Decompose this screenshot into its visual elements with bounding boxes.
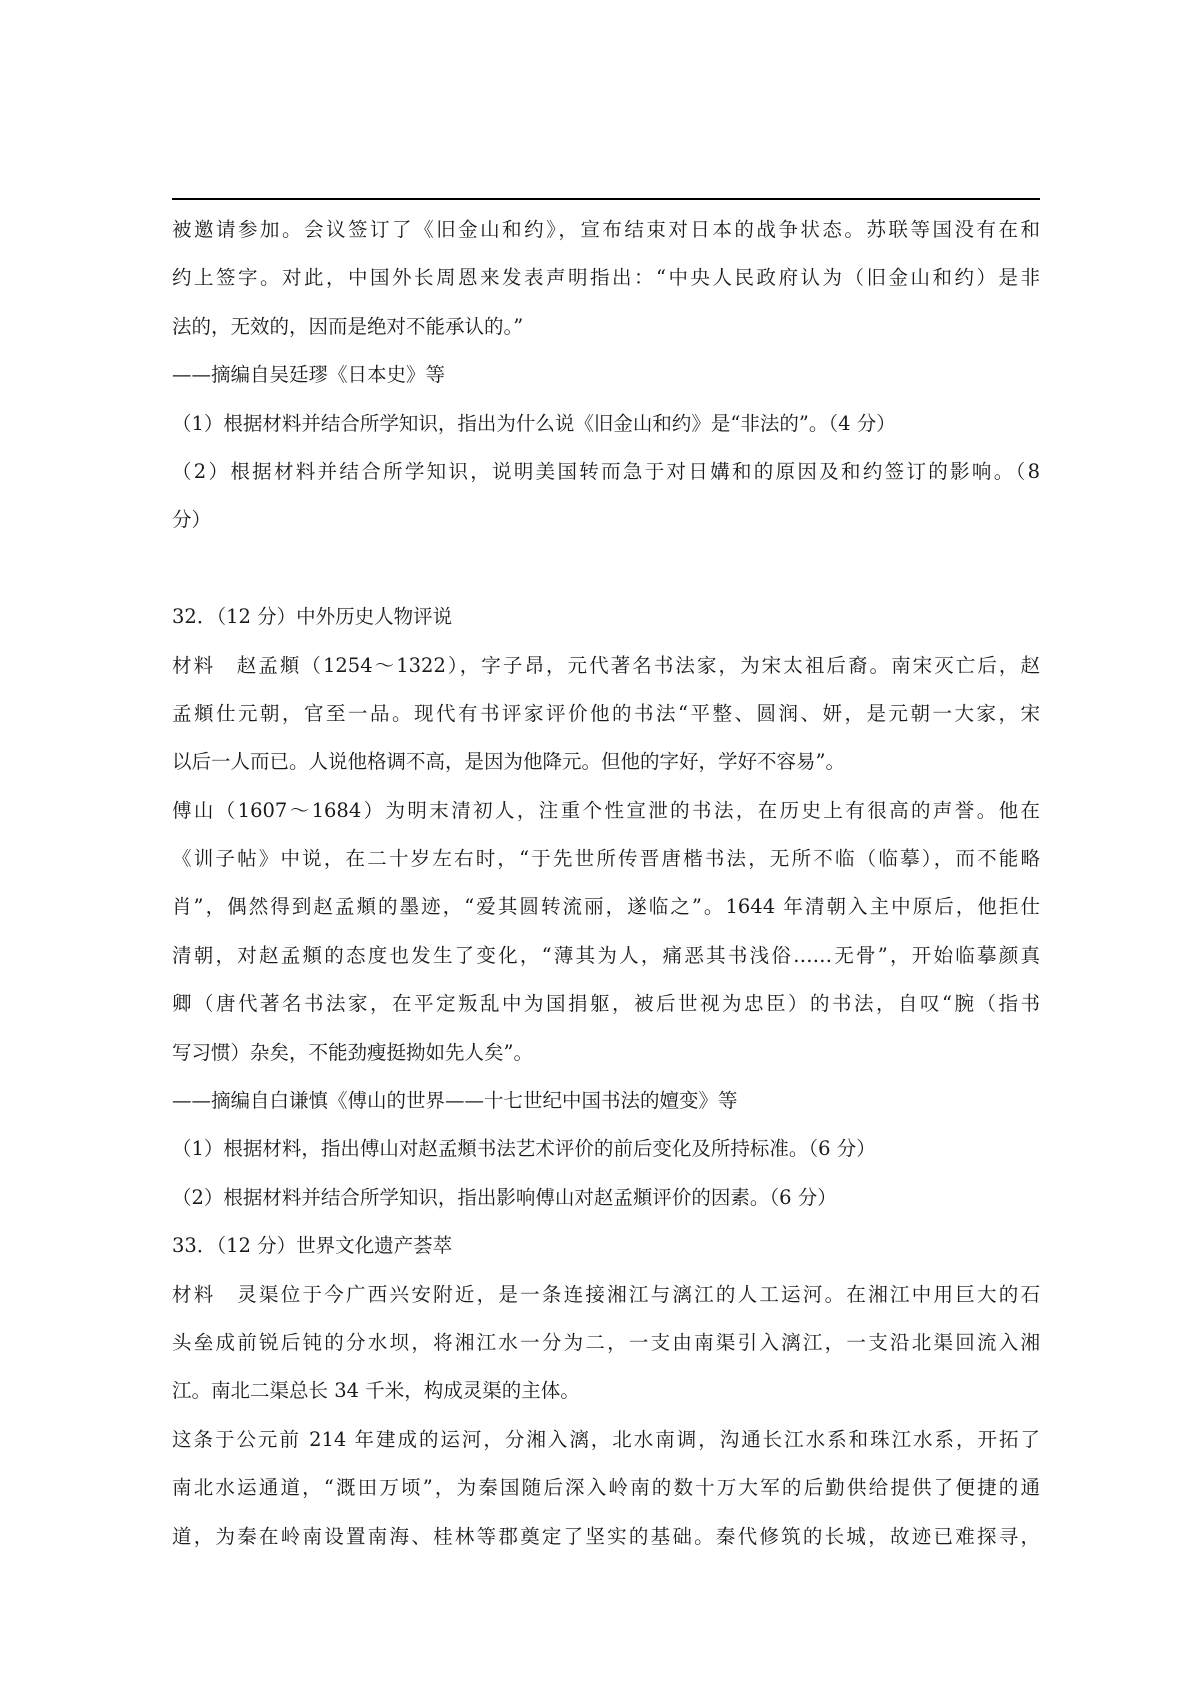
q31-source: ——摘编自吴廷璆《日本史》等 [172, 363, 446, 387]
q31-material-line: 被邀请参加。会议签订了《旧金山和约》，宣布结束对日本的战争状态。苏联等国没有在和 [172, 218, 1040, 241]
q32-para2-line: 清朝，对赵孟頫的态度也发生了变化，“薄其为人，痛恶其书浅俗……无骨”，开始临摹颜真 [172, 943, 1040, 967]
q33-para1-line: 头垒成前锐后钝的分水坝，将湘江水一分为二，一支由南渠引入漓江，一支沿北渠回流入湘 [172, 1330, 1040, 1354]
document-body [172, 206, 1040, 1561]
q31-question-1: （1）根据材料并结合所学知识，指出为什么说《旧金山和约》是“非法的”。（4 分） [172, 411, 896, 435]
q32-para1-line: 孟頫仕元朝，官至一品。现代有书评家评价他的书法“平整、圆润、妍，是元朝一大家，宋 [172, 701, 1040, 725]
q32-para2-line: 傅山（1607～1684）为明末清初人，注重个性宣泄的书法，在历史上有很高的声誉。他在 [172, 798, 1040, 822]
q32-para2-line: 写习惯）杂矣，不能劲瘦挺拗如先人矣”。 [172, 1040, 533, 1064]
q32-para2-line: 肖”，偶然得到赵孟頫的墨迹，“爱其圆转流丽，遂临之”。1644 年清朝入主中原后，他拒仕 [172, 895, 1040, 919]
q32-para2-line: 卿（唐代著名书法家，在平定叛乱中为国捐躯，被后世视为忠臣）的书法，自叹“腕（指书 [172, 992, 1040, 1016]
q32-source: ——摘编自白谦慎《傅山的世界——十七世纪中国书法的嬗变》等 [172, 1089, 738, 1113]
q32-heading: 32．（12 分）中外历史人物评说 [172, 605, 453, 629]
q32-para1-line: 材料 赵孟頫（1254～1322），字子昂，元代著名书法家，为宋太祖后裔。南宋灭亡后，赵 [172, 653, 1040, 677]
q33-para1-line: 材料 灵渠位于今广西兴安附近，是一条连接湘江与漓江的人工运河。在湘江中用巨大的石 [172, 1282, 1040, 1306]
spacer [172, 545, 1040, 593]
q32-question-2: （2）根据材料并结合所学知识，指出影响傅山对赵孟頫评价的因素。（6 分） [172, 1185, 837, 1209]
q31-material-line: 法的，无效的，因而是绝对不能承认的。” [172, 314, 524, 338]
q33-para1-line: 江。南北二渠总长 34 千米，构成灵渠的主体。 [172, 1379, 580, 1403]
q31-question-2-cont: 分） [172, 508, 212, 532]
q32-question-1: （1）根据材料，指出傅山对赵孟頫书法艺术评价的前后变化及所持标准。（6 分） [172, 1137, 876, 1161]
q32-para2-line: 《训子帖》中说，在二十岁左右时，“于先世所传晋唐楷书法，无所不临（临摹），而不能略 [172, 847, 1040, 871]
q33-para2-line: 这条于公元前 214 年建成的运河，分湘入漓，北水南调，沟通长江水系和珠江水系，开拓了 [172, 1427, 1040, 1451]
q33-para2-line: 南北水运通道，“溉田万顷”，为秦国随后深入岭南的数十万大军的后勤供给提供了便捷的通 [172, 1476, 1040, 1500]
q31-material-line: 约上签字。对此，中国外长周恩来发表声明指出：“中央人民政府认为（旧金山和约）是非 [172, 266, 1040, 290]
q31-question-2: （2）根据材料并结合所学知识，说明美国转而急于对日媾和的原因及和约签订的影响。（8 [172, 459, 1040, 483]
q33-heading: 33．（12 分）世界文化遗产荟萃 [172, 1234, 453, 1258]
q32-para1-line: 以后一人而已。人说他格调不高，是因为他降元。但他的字好，学好不容易”。 [172, 750, 845, 774]
header-rule [172, 198, 1040, 200]
q33-para2-line: 道，为秦在岭南设置南海、桂林等郡奠定了坚实的基础。秦代修筑的长城，故迹已难探寻， [172, 1524, 1040, 1548]
